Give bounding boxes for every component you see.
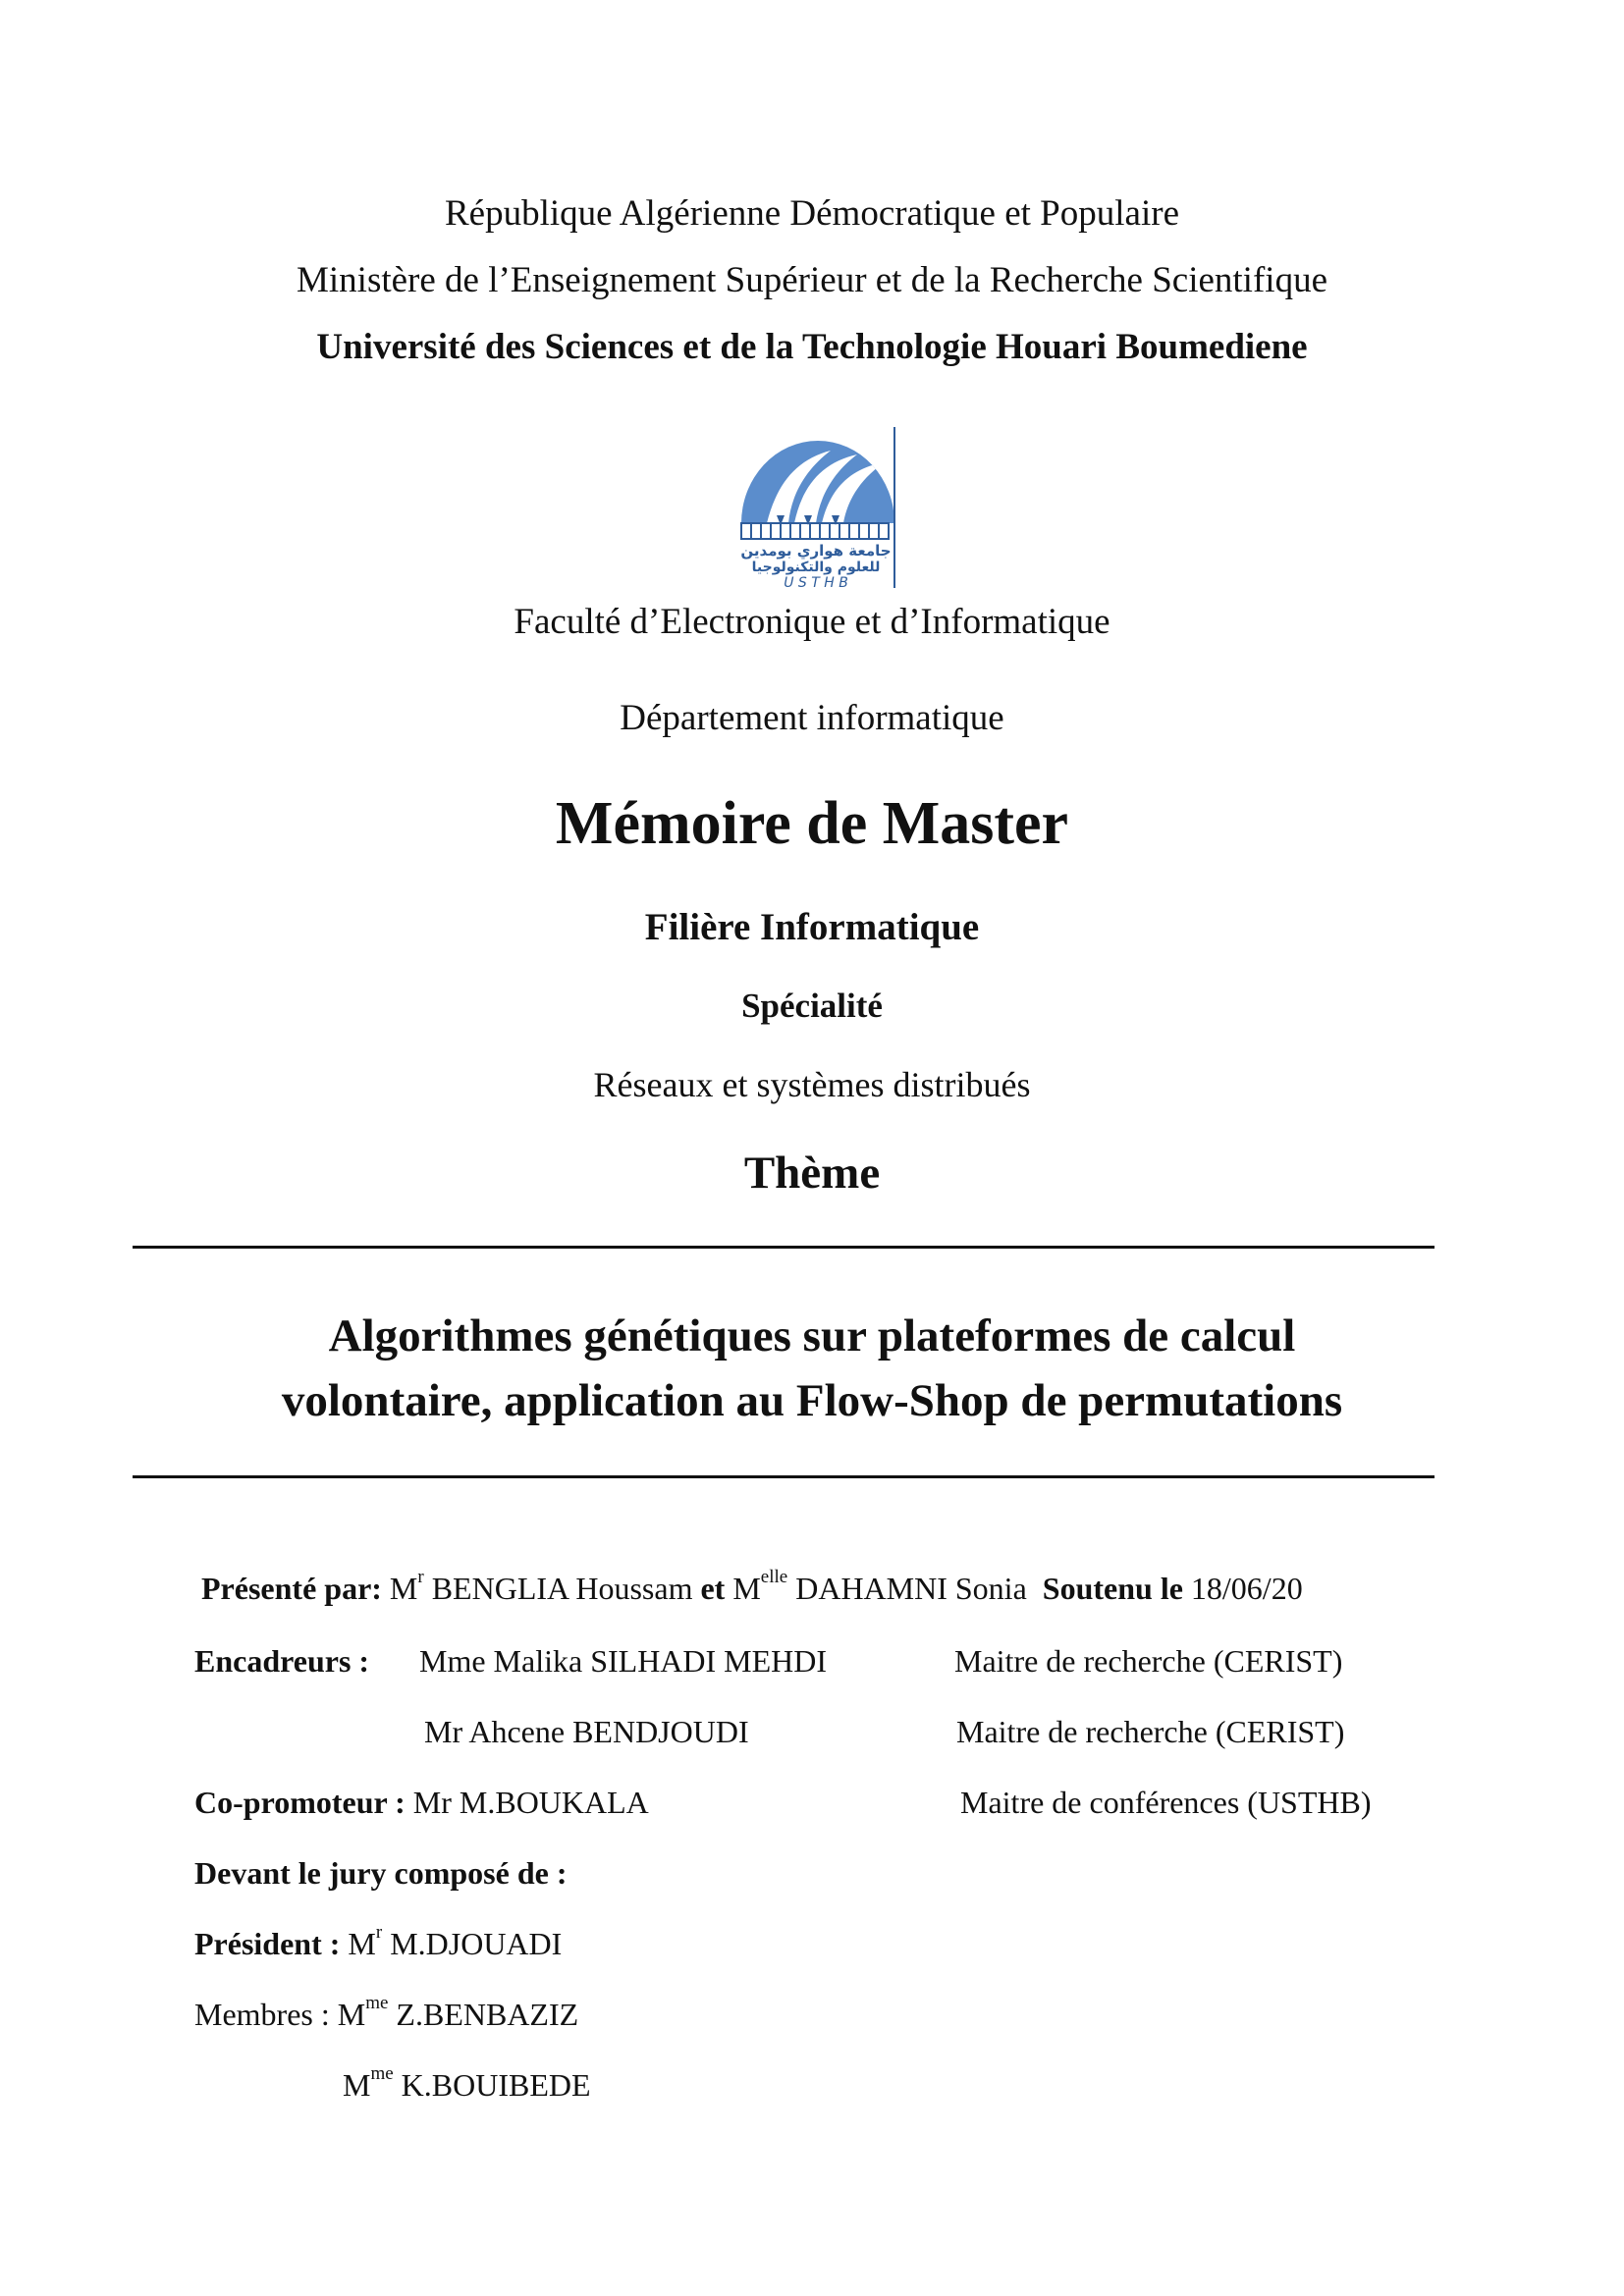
student1-name: BENGLIA Houssam [431, 1571, 693, 1606]
jury-member-line [343, 2063, 591, 2104]
copromoter-label: Co-promoteur : [194, 1785, 406, 1820]
student2-prefix: M [732, 1571, 761, 1606]
president-name: M.DJOUADI [390, 1926, 563, 1961]
logo-arabic-line1: جامعة هواري بومدين [740, 542, 892, 560]
header-university: Université des Sciences et de la Technologie Houari Boumediene [316, 327, 1308, 367]
jury-member-line [194, 1993, 579, 2033]
supervisor-role: Maitre de recherche (CERIST) [956, 1714, 1345, 1749]
president-label: Président : [194, 1926, 341, 1961]
theme-bottom-rule [133, 1475, 1435, 1478]
member-name: K.BOUIBEDE [401, 2067, 591, 2103]
specialite-label: Spécialité [741, 987, 883, 1025]
president-title-sup: r [375, 1922, 383, 1943]
theme-label: Thème [743, 1148, 881, 1199]
header-republic: République Algérienne Démocratique et Populaire [445, 193, 1179, 234]
presented-by-label: Présenté par: [201, 1571, 382, 1606]
member-title-sup: me [370, 2063, 394, 2084]
theme-title-line2: volontaire, application au Flow-Shop de permutations [281, 1375, 1343, 1426]
supervisors-label: Encadreurs : [194, 1643, 370, 1679]
copromoter-name: Mr M.BOUKALA [412, 1785, 649, 1820]
department-name: Département informatique [620, 698, 1004, 738]
logo-acronym: U S T H B [784, 575, 848, 590]
member-prefix: M [343, 2067, 371, 2103]
student1-title-sup: r [417, 1567, 424, 1587]
supervisor-name: Mme Malika SILHADI MEHDI [419, 1643, 828, 1679]
president-prefix: M [348, 1926, 376, 1961]
faculty-name: Faculté d’Electronique et d’Informatique [514, 602, 1110, 642]
student2-name: DAHAMNI Sonia [795, 1571, 1027, 1606]
defended-label: Soutenu le [1042, 1571, 1183, 1606]
theme-title-line1: Algorithmes génétiques sur plateformes de calcul [328, 1310, 1296, 1362]
member-name: Z.BENBAZIZ [396, 1997, 579, 2032]
jury-president-line [194, 1922, 563, 1962]
supervisor-role: Maitre de recherche (CERIST) [954, 1643, 1343, 1679]
usthb-logo [737, 425, 899, 590]
members-label: Membres : [194, 1997, 330, 2032]
member-prefix: M [337, 1997, 366, 2032]
defense-date: 18/06/20 [1190, 1571, 1303, 1606]
header-ministry: Ministère de l’Enseignement Supérieur et de la Recherche Scientifique [296, 260, 1327, 300]
specialite-value: Réseaux et systèmes distribués [593, 1065, 1031, 1104]
theme-top-rule [133, 1246, 1435, 1249]
copromoter-role: Maitre de conférences (USTHB) [960, 1785, 1372, 1820]
logo-arabic-line2: للعلوم والتكنولوجيا [751, 560, 881, 575]
supervisor-name: Mr Ahcene BENDJOUDI [424, 1714, 749, 1749]
student1-prefix: M [389, 1571, 418, 1606]
logo-fence [751, 523, 879, 539]
jury-heading: Devant le jury composé de : [194, 1855, 568, 1891]
student2-title-sup: elle [760, 1567, 788, 1587]
copromoter-line [194, 1785, 649, 1821]
and-word: et [700, 1571, 726, 1606]
document-type-title: Mémoire de Master [555, 790, 1069, 857]
presented-by-line [201, 1567, 1303, 1607]
member-title-sup: me [365, 1993, 389, 2013]
filiere-label: Filière Informatique [644, 906, 980, 948]
